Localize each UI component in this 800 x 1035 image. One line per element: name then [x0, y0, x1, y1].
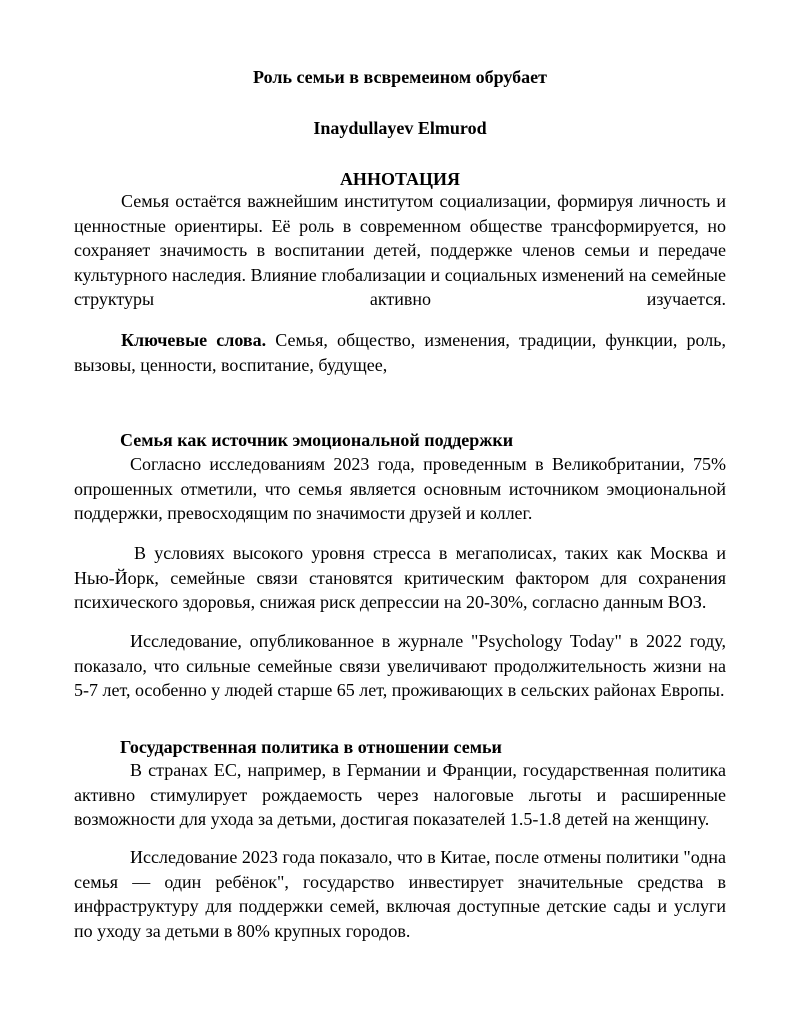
- keywords-text: Семья, общество, изменения, традиции, функции, роль, вызовы, ценности, воспитание, будущее,: [74, 330, 726, 375]
- annotation-text: Семья остаётся важнейшим институтом социализации, формируя личность и ценностные ориентиры. Её роль в современном обществе трансформируется, но сохраняет значимость в воспитании детей, поддержке членов семьи и передаче культурного наследия. Влияние глобализации и социальных изменений на семейные структуры активно изучается.: [74, 191, 726, 309]
- keywords-paragraph: [74, 328, 726, 377]
- keywords-label: Ключевые слова.: [121, 330, 267, 350]
- section-heading-state-policy: Государственная политика в отношении семьи: [120, 737, 502, 757]
- author-name: Inaydullayev Elmurod: [313, 118, 487, 138]
- paragraph-state-policy-1: В странах ЕС, например, в Германии и Франции, государственная политика активно стимулирует рождаемость через налоговые льготы и расширенные возможности для ухода за детьми, достигая показателей 1.5-1.8 детей на женщину.: [74, 760, 726, 829]
- document-title: Роль семьи в всвремеином обрубает: [253, 67, 547, 87]
- annotation-heading: АННОТАЦИЯ: [339, 169, 461, 189]
- paragraph-state-policy-2: Исследование 2023 года показало, что в Китае, после отмены политики "одна семья — один ребёнок", государство инвестирует значительные средства в инфраструктуру для поддержки семей, включая доступные детские сады и услуги по уходу за детьми в 80% крупных городов.: [74, 847, 726, 941]
- paragraph-emotional-support-3: Исследование, опубликованное в журнале "Psychology Today" в 2022 году, показало, что сильные семейные связи увеличивают продолжительность жизни на 5-7 лет, особенно у людей старше 65 лет, проживающих в сельских районах Европы.: [74, 631, 726, 700]
- paragraph-emotional-support-1: Согласно исследованиям 2023 года, проведенным в Великобритании, 75% опрошенных отметили, что семья является основным источником эмоциональной поддержки, превосходящим по значимости друзей и коллег.: [74, 454, 726, 523]
- paragraph-emotional-support-2: В условиях высокого уровня стресса в мегаполисах, таких как Москва и Нью-Йорк, семейные связи становятся критическим фактором для сохранения психического здоровья, снижая риск депрессии на 20-30%, согласно данным ВОЗ.: [74, 543, 726, 612]
- section-heading-emotional-support: Семья как источник эмоциональной поддержки: [120, 430, 514, 450]
